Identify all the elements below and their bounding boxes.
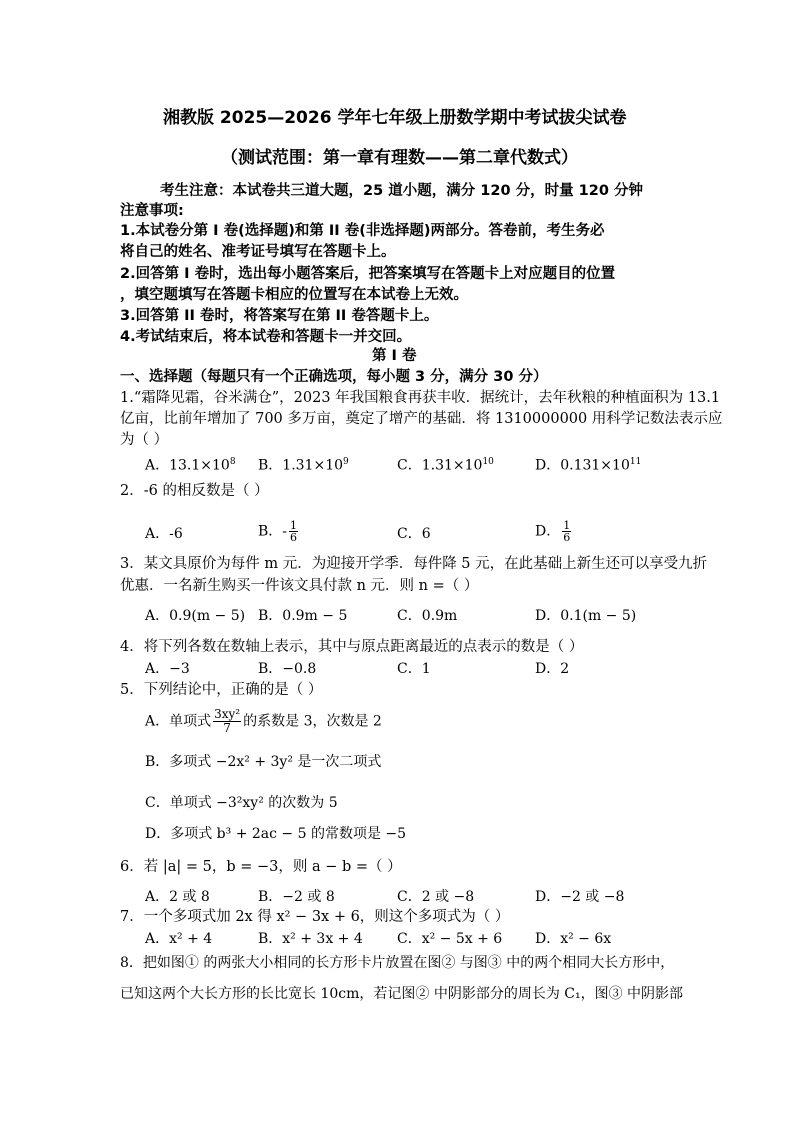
q7-option-c: C．x² − 5x + 6 — [397, 931, 503, 947]
q1-option-c: C．$1.31\times 10^{10}$ — [397, 457, 494, 474]
q4-option-c: C．1 — [397, 661, 431, 677]
q2-option-d: D． $\frac{1}{6}$ — [535, 519, 571, 544]
q2-option-c: C．6 — [397, 526, 431, 542]
instruction-line: 2.回答第 I 卷时，选出每小题答案后，把答案填写在答题卡上对应题目的位置 — [120, 266, 616, 282]
instruction-line: ，填空题填写在答题卡相应的位置写在本试卷上无效。 — [120, 287, 468, 303]
instruction-line: 3.回答第 II 卷时，将答案写在第 II 卷答题卡上。 — [120, 308, 439, 324]
q5-stem: 5．下列结论中，正确的是（ ） — [120, 682, 323, 698]
q7-option-a: A．x² + 4 — [145, 931, 213, 947]
q4-option-d: D．2 — [535, 661, 570, 677]
q4-option-a: A．−3 — [145, 661, 190, 677]
q4-option-b: B．−0.8 — [258, 661, 317, 677]
q5-option-a: A．单项式 $\frac{\text{3xy²}}{7}$ 的系数是 3，次数是 2 — [145, 707, 382, 735]
q3-option-a: A．0.9(m − 5) — [145, 608, 246, 624]
q6-option-d: D．−2 或 −8 — [535, 889, 625, 905]
q8-line: 8．把如图① 的两张大小相同的长方形卡片放置在图② 与图③ 中的两个相同大长方形中， — [120, 955, 675, 971]
q5-option-b: B．多项式 −2x² + 3y² 是一次二项式 — [145, 754, 382, 770]
q6-option-b: B．−2 或 8 — [258, 889, 335, 905]
q7-stem: 7．一个多项式加 2x 得 x² − 3x + 6，则这个多项式为（ ） — [120, 909, 510, 925]
q3-option-d: D．0.1(m − 5) — [535, 608, 637, 624]
instructions-heading: 注意事项: — [120, 203, 184, 219]
q1-line: 亿亩，比前年增加了 700 多万亩，奠定了增产的基础．将 1310000000 用科学记数法表示应 — [120, 411, 723, 427]
q3-option-b: B．0.9m − 5 — [258, 608, 348, 624]
q2-stem: 2．-6 的相反数是（ ） — [120, 483, 269, 499]
q5-option-c: C．单项式 −3²xy² 的次数为 5 — [145, 795, 338, 811]
instruction-line: 1.本试卷分第 I 卷(选择题)和第 II 卷(非选择题)两部分。答卷前，考生务必 — [120, 223, 605, 239]
q1-option-d: D．$0.131\times 10^{11}$ — [535, 457, 642, 474]
q3-option-c: C．0.9m — [397, 608, 458, 624]
q6-stem: 6．若 |a| = 5，b = −3，则 a − b =（ ） — [120, 859, 402, 875]
q5-option-d: D．多项式 b³ + 2ac − 5 的常数项是 −5 — [145, 826, 407, 842]
q2-option-a: A．-6 — [145, 526, 183, 542]
q1-option-b: B．$1.31\times 10^9$ — [258, 457, 349, 474]
q8-line: 已知这两个大长方形的长比宽长 10cm，若记图② 中阴影部分的周长为 C₁，图③ 中阴影部 — [120, 986, 684, 1002]
q1-line: 1.“霜降见霜，谷米满仓”，2023 年我国粮食再获丰收．据统计，去年秋粮的种植面积为 13.1 — [120, 390, 721, 406]
exam-notice: 考生注意：本试卷共三道大题，25 道小题，满分 120 分，时量 120 分钟 — [160, 183, 643, 199]
instruction-line: 将自己的姓名、准考证号填写在答题卡上。 — [120, 244, 396, 260]
q7-option-d: D．x² − 6x — [535, 931, 612, 947]
volume-label: 第 I 卷 — [372, 348, 417, 364]
q2-option-b: B．- $\frac{1}{6}$ — [258, 519, 298, 544]
q6-option-c: C．2 或 −8 — [397, 889, 475, 905]
exam-subtitle: （测试范围：第一章有理数——第二章代数式） — [221, 148, 578, 168]
instruction-line: 4.考试结束后，将本试卷和答题卡一并交回。 — [120, 329, 412, 345]
section-heading: 一、选择题（每题只有一个正确选项，每小题 3 分，满分 30 分） — [120, 369, 548, 385]
q3-line: 优惠．一名新生购买一件该文具付款 n 元．则 n =（ ） — [120, 578, 479, 594]
q3-line: 3．某文具原价为每件 m 元．为迎接开学季．每件降 5 元，在此基础上新生还可以享受九折 — [120, 556, 708, 572]
q1-option-a: A．$13.1\times 10^8$ — [145, 457, 236, 474]
exam-title: 湘教版 2025—2026 学年七年级上册数学期中考试拔尖试卷 — [163, 108, 627, 128]
q1-line: 为（ ） — [120, 432, 169, 448]
q7-option-b: B．x² + 3x + 4 — [258, 931, 363, 947]
q4-stem: 4．将下列各数在数轴上表示，其中与原点距离最近的点表示的数是（ ） — [120, 639, 584, 655]
q6-option-a: A．2 或 8 — [145, 889, 210, 905]
